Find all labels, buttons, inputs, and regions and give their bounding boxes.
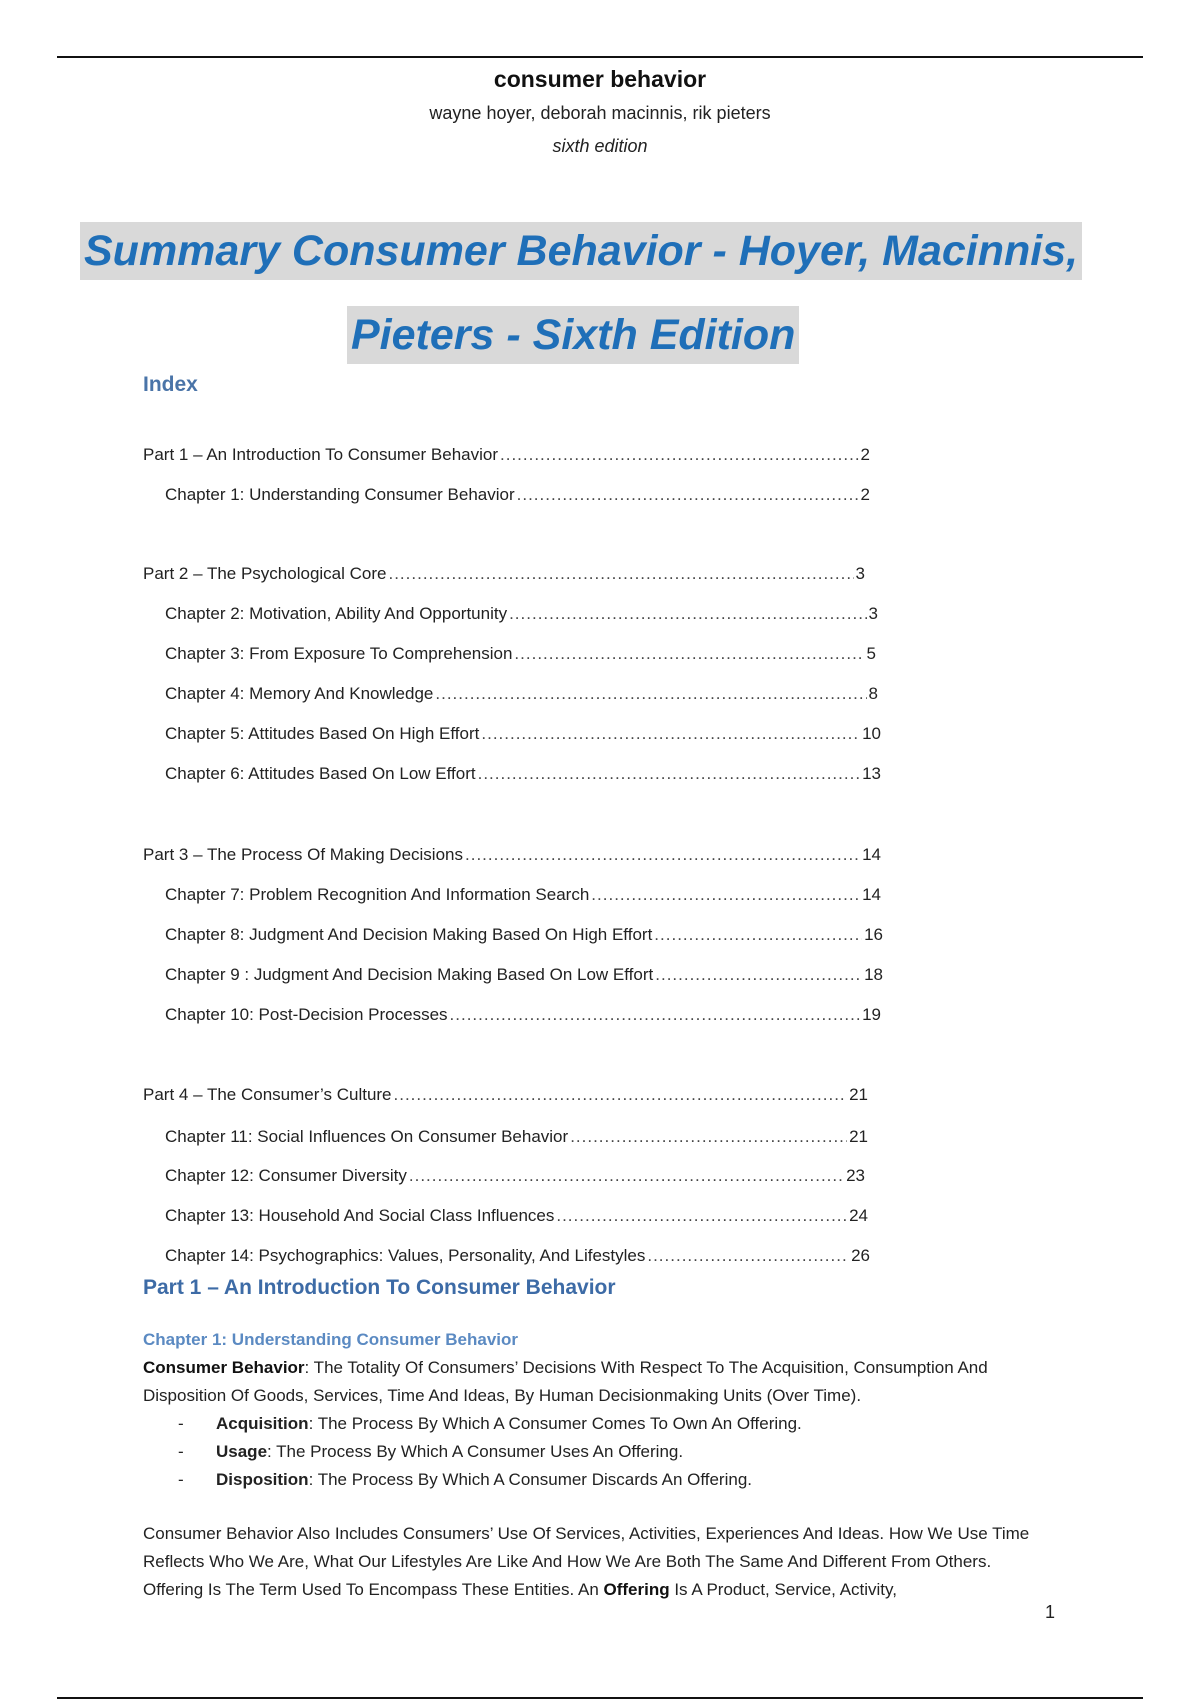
toc-entry-label: Chapter 4: Memory And Knowledge (165, 684, 434, 703)
toc-entry[interactable] (165, 1246, 870, 1266)
list-item-text: : The Process By Which A Consumer Uses An Offering. (267, 1442, 684, 1461)
toc-entry-page: 13 (862, 764, 881, 783)
toc-entry[interactable] (165, 485, 870, 505)
page-number: 1 (1045, 1602, 1056, 1622)
index-heading: Index (143, 373, 198, 396)
definition-paragraph (143, 1354, 1043, 1410)
book-title: consumer behavior (493, 66, 707, 92)
toc-entry[interactable] (165, 1166, 865, 1186)
definition-list (178, 1410, 1038, 1494)
document-header (0, 66, 1200, 157)
toc-entry-page: 10 (862, 724, 881, 743)
edition: sixth edition (552, 136, 648, 156)
paragraph-text-end: Is A Product, Service, Activity, (669, 1580, 897, 1599)
toc-entry-label: Chapter 3: From Exposure To Comprehension (165, 644, 513, 663)
toc-entry-label: Chapter 12: Consumer Diversity (165, 1166, 407, 1185)
toc-entry-label: Chapter 1: Understanding Consumer Behavior (165, 485, 515, 504)
toc-entry-label: Chapter 14: Psychographics: Values, Personality, And Lifestyles (165, 1246, 646, 1265)
authors: wayne hoyer, deborah macinnis, rik pieters (429, 103, 771, 123)
toc-entry[interactable] (165, 604, 878, 624)
toc-entry-label: Part 4 – The Consumer’s Culture (143, 1085, 392, 1104)
toc-entry-page: 24 (849, 1206, 868, 1225)
paragraph-term: Offering (603, 1580, 670, 1599)
list-item (178, 1438, 1038, 1466)
toc-entry-label: Chapter 7: Problem Recognition And Information Search (165, 885, 590, 904)
definition-term: Consumer Behavior (143, 1358, 305, 1377)
section-heading: Part 1 – An Introduction To Consumer Behavior (143, 1276, 616, 1299)
toc-entry-page: 21 (849, 1127, 868, 1146)
toc-entry[interactable] (165, 925, 883, 945)
toc-entry-page: 3 (868, 604, 878, 623)
toc-entry-label: Chapter 10: Post-Decision Processes (165, 1005, 448, 1024)
toc-entry-label: Chapter 13: Household And Social Class Influences (165, 1206, 555, 1225)
toc-entry-page: 19 (862, 1005, 881, 1024)
toc-entry[interactable] (143, 1085, 868, 1105)
definition-text: : The Totality Of Consumers’ Decisions With Respect To The Acquisition, Consumption And Disposition Of Goods, Services, Time And Ideas, By Human Decisionmaking Units (Over Time). (143, 1358, 988, 1405)
paragraph-text: Consumer Behavior Also Includes Consumers’ Use Of Services, Activities, Experiences And Ideas. How We Use Time Reflects Who We Are, What Our Lifestyles Are Like And How We Are Both The Same And Different From Others. Offering Is The Term Used To Encompass These Entities. An (143, 1524, 1030, 1599)
toc-entry-page: 21 (849, 1085, 868, 1104)
list-item-term: Usage (216, 1442, 268, 1461)
bottom-rule (57, 1697, 1143, 1699)
toc-entry[interactable] (143, 445, 870, 465)
toc-entry-page: 14 (862, 885, 881, 904)
toc-entry-page: 26 (851, 1246, 870, 1265)
toc-entry-page: 18 (864, 965, 883, 984)
toc-entry-page: 16 (864, 925, 883, 944)
toc-entry-label: Part 3 – The Process Of Making Decisions (143, 845, 463, 864)
list-dash: - (178, 1414, 184, 1433)
list-item-term: Disposition (216, 1470, 309, 1489)
toc-entry-page: 2 (860, 485, 870, 504)
toc-entry[interactable] (165, 965, 883, 985)
toc-entry-page: 8 (868, 684, 878, 703)
list-item-term: Acquisition (216, 1414, 309, 1433)
list-item-text: : The Process By Which A Consumer Discards An Offering. (308, 1470, 753, 1489)
list-item-text: : The Process By Which A Consumer Comes To Own An Offering. (308, 1414, 802, 1433)
toc-entry-label: Chapter 8: Judgment And Decision Making Based On High Effort (165, 925, 653, 944)
toc-entry-label: Chapter 6: Attitudes Based On Low Effort (165, 764, 476, 783)
toc-entry-page: 2 (860, 445, 870, 464)
toc-entry[interactable] (165, 1127, 868, 1147)
toc-entry[interactable] (165, 885, 881, 905)
title-line-1: Summary Consumer Behavior - Hoyer, Macinnis, (80, 222, 1082, 280)
toc-entry-page: 23 (846, 1166, 865, 1185)
list-dash: - (178, 1442, 184, 1461)
toc-entry[interactable] (165, 764, 881, 784)
toc-entry-page: 5 (866, 644, 876, 663)
toc-entry-page: 3 (855, 564, 865, 583)
toc-entry-label: Chapter 9 : Judgment And Decision Making Based On Low Effort (165, 965, 654, 984)
toc-entry-label: Chapter 5: Attitudes Based On High Effort (165, 724, 480, 743)
toc-entry[interactable] (165, 1206, 868, 1226)
list-item (178, 1466, 1038, 1494)
list-item (178, 1410, 1038, 1438)
toc-entry[interactable] (143, 845, 881, 865)
toc-entry-label: Chapter 2: Motivation, Ability And Opportunity (165, 604, 508, 623)
toc-entry-page: 14 (862, 845, 881, 864)
toc-entry[interactable] (165, 644, 876, 664)
toc-entry[interactable] (165, 1005, 881, 1025)
toc-entry-label: Part 1 – An Introduction To Consumer Behavior (143, 445, 498, 464)
list-dash: - (178, 1470, 184, 1489)
chapter-heading: Chapter 1: Understanding Consumer Behavior (143, 1330, 519, 1349)
toc-entry-label: Part 2 – The Psychological Core (143, 564, 387, 583)
toc-entry[interactable] (165, 684, 878, 704)
title-line-2: Pieters - Sixth Edition (347, 306, 799, 364)
toc-entry[interactable] (165, 724, 881, 744)
toc-entry[interactable] (143, 564, 865, 584)
top-rule (57, 56, 1143, 58)
body-paragraph (143, 1520, 1043, 1604)
toc-entry-label: Chapter 11: Social Influences On Consumer Behavior (165, 1127, 569, 1146)
